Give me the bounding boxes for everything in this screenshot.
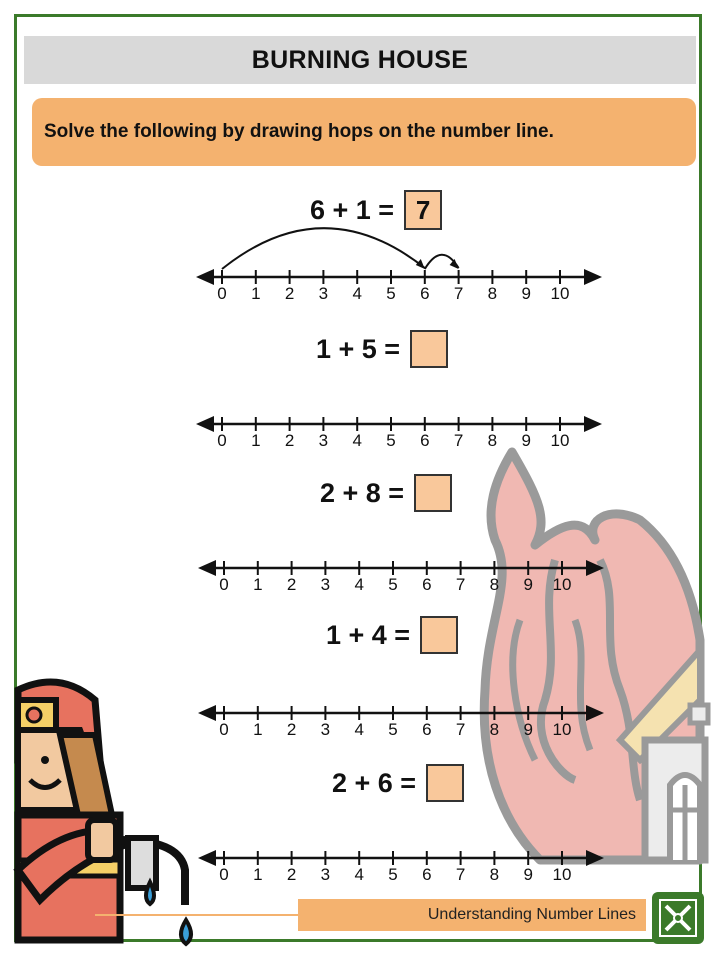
left-arrow-icon <box>196 269 214 285</box>
right-arrow-icon <box>586 850 604 866</box>
tick-label: 1 <box>253 720 263 739</box>
left-arrow-icon <box>198 560 216 576</box>
tick-label: 8 <box>489 720 500 739</box>
tick-label: 9 <box>523 575 533 594</box>
tick-label: 3 <box>320 575 331 594</box>
tick-label: 3 <box>318 284 329 303</box>
tick-label: 5 <box>386 284 396 303</box>
tick-label: 8 <box>489 575 500 594</box>
tick-label: 3 <box>320 865 331 884</box>
tick-label: 4 <box>352 431 362 450</box>
tick-label: 7 <box>455 720 466 739</box>
number-line-4 <box>198 705 604 739</box>
tick-label: 2 <box>286 575 297 594</box>
tick-label: 7 <box>453 431 464 450</box>
tick-label: 1 <box>253 575 263 594</box>
hop-arc <box>222 228 425 269</box>
problem-expression: 1 + 5 = <box>316 333 401 364</box>
problem-expression: 6 + 1 = <box>310 194 395 225</box>
right-arrow-icon <box>584 416 602 432</box>
tick-label: 8 <box>487 431 498 450</box>
number-line-3 <box>198 560 604 594</box>
tick-label: 1 <box>251 431 261 450</box>
tick-label: 7 <box>455 865 466 884</box>
worksheet-logo-icon <box>652 892 704 944</box>
tick-label: 2 <box>284 431 295 450</box>
tick-label: 0 <box>219 865 229 884</box>
tick-label: 2 <box>286 865 297 884</box>
problem-expression: 2 + 8 = <box>320 477 405 508</box>
right-arrow-icon <box>586 560 604 576</box>
tick-label: 6 <box>420 431 430 450</box>
tick-label: 0 <box>217 284 227 303</box>
instruction-text: Solve the following by drawing hops on the number line. <box>44 121 554 142</box>
tick-label: 10 <box>552 865 572 884</box>
tick-label: 8 <box>489 865 500 884</box>
hop-arrowhead-icon <box>416 259 425 269</box>
tick-label: 8 <box>487 284 498 303</box>
left-arrow-icon <box>198 705 216 721</box>
tick-label: 3 <box>318 431 329 450</box>
tick-label: 2 <box>286 720 297 739</box>
number-line-2 <box>196 416 602 450</box>
number-line-5 <box>198 850 604 884</box>
tick-label: 7 <box>453 284 464 303</box>
tick-label: 5 <box>388 575 398 594</box>
tick-label: 9 <box>521 284 531 303</box>
right-arrow-icon <box>584 269 602 285</box>
right-arrow-icon <box>586 705 604 721</box>
tick-label: 6 <box>422 575 432 594</box>
tick-label: 0 <box>219 575 229 594</box>
tick-label: 10 <box>552 575 572 594</box>
tick-label: 6 <box>422 720 432 739</box>
tick-label: 6 <box>420 284 430 303</box>
problem-expression: 2 + 6 = <box>332 767 417 798</box>
tick-label: 5 <box>386 431 396 450</box>
tick-label: 0 <box>217 431 227 450</box>
page-title: BURNING HOUSE <box>251 45 469 74</box>
left-arrow-icon <box>198 850 216 866</box>
tick-label: 4 <box>354 575 364 594</box>
tick-label: 2 <box>284 284 295 303</box>
hop-arrowhead-icon <box>450 259 459 269</box>
left-arrow-icon <box>196 416 214 432</box>
tick-label: 5 <box>388 865 398 884</box>
problem-expression: 1 + 4 = <box>326 619 411 650</box>
tick-label: 9 <box>523 865 533 884</box>
footer-text: Understanding Number Lines <box>427 906 636 923</box>
tick-label: 9 <box>521 431 531 450</box>
tick-label: 7 <box>455 575 466 594</box>
footer-bar <box>298 899 646 931</box>
tick-label: 1 <box>253 865 263 884</box>
tick-label: 0 <box>219 720 229 739</box>
tick-label: 9 <box>523 720 533 739</box>
tick-label: 4 <box>352 284 362 303</box>
answer-box[interactable]: 7 <box>404 190 442 230</box>
tick-label: 1 <box>251 284 261 303</box>
tick-label: 10 <box>550 284 570 303</box>
tick-label: 10 <box>550 431 570 450</box>
tick-label: 4 <box>354 865 364 884</box>
tick-label: 4 <box>354 720 364 739</box>
number-line-1 <box>196 269 602 303</box>
tick-label: 5 <box>388 720 398 739</box>
tick-label: 10 <box>552 720 572 739</box>
tick-label: 6 <box>422 865 432 884</box>
tick-label: 3 <box>320 720 331 739</box>
